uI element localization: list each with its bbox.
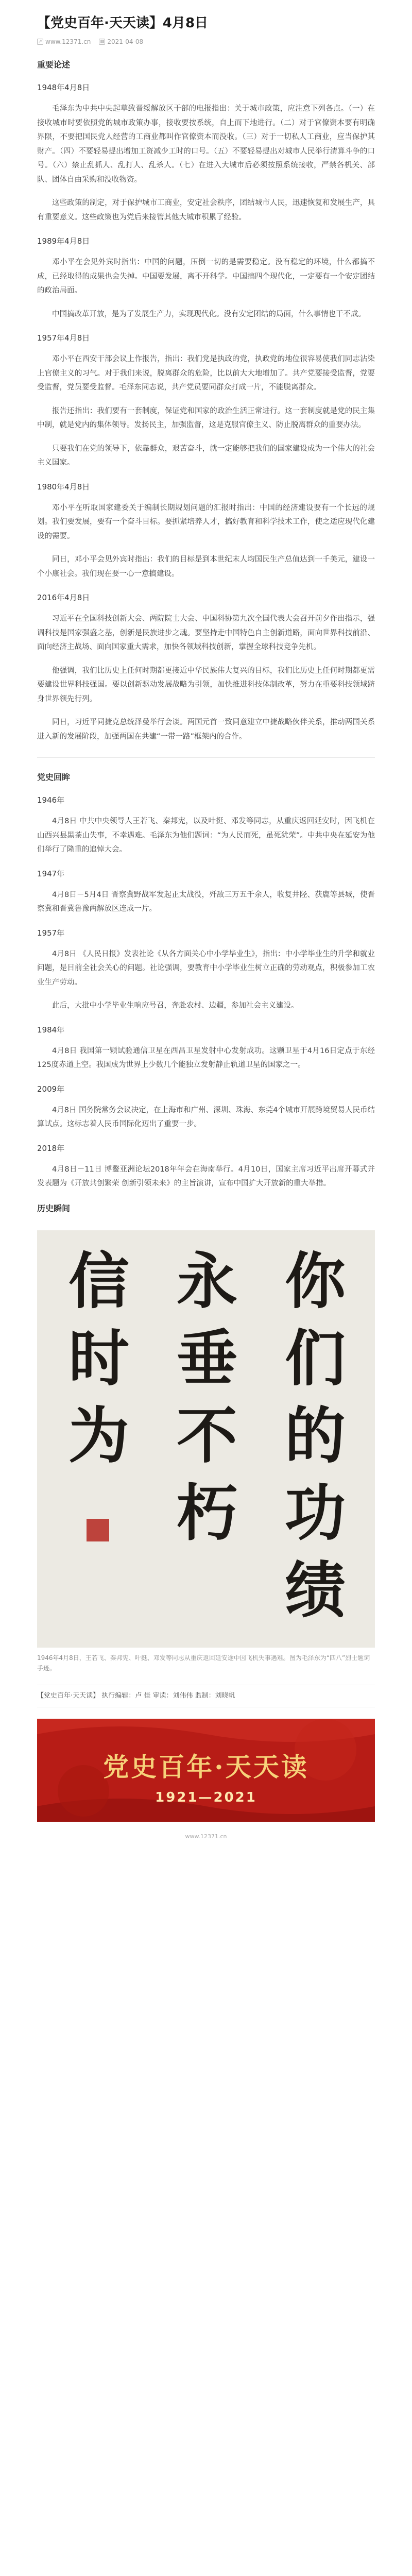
calligraphy-character: 时 bbox=[68, 1322, 130, 1394]
source-meta bbox=[37, 38, 91, 45]
article-date: 2021-04-08 bbox=[107, 38, 144, 45]
calligraphy-character: 信 bbox=[68, 1245, 130, 1317]
calligraphy-photo bbox=[37, 1230, 375, 1648]
calendar-icon: ▦ bbox=[100, 39, 105, 44]
calligraphy-character: 功 bbox=[284, 1477, 346, 1549]
calligraphy-character: 朽 bbox=[176, 1477, 238, 1549]
quote-paragraph: 他强调，我们比历史上任何时期都更接近中华民族伟大复兴的目标，我们比历史上任何时期都更需要建设世界科技强国。要以创新驱动发展战略为引领，加快推进科技体制改革，努力在重要科技领域跻身世界领先行列。 bbox=[37, 666, 375, 703]
history-date-label: 1984年 bbox=[37, 1025, 65, 1035]
history-date-label: 1957年 bbox=[37, 928, 65, 938]
quote-date-label: 1957年4月8日 bbox=[37, 333, 90, 343]
editor-credits: 【党史百年·天天读】 执行编辑：卢 佳 审读：刘伟伟 监制：刘晓帆 bbox=[37, 1685, 375, 1707]
history-paragraph: 4月8日－5月4日 晋察冀野战军发起正太战役，歼敌三万五千余人，收复井陉、获鹿等县城，使晋察冀和晋冀鲁豫两解放区连成一片。 bbox=[37, 890, 375, 913]
calligraphy-character: 永 bbox=[176, 1245, 238, 1317]
quote-date-label: 2016年4月8日 bbox=[37, 593, 90, 602]
quote-date-label: 1948年4月8日 bbox=[37, 83, 90, 92]
article-meta bbox=[37, 38, 375, 45]
history-list bbox=[37, 794, 375, 1191]
calligraphy-character: 的 bbox=[284, 1399, 346, 1471]
calligraphy-character: 为 bbox=[68, 1399, 130, 1471]
quote-section-heading: 重要论述 bbox=[37, 60, 71, 70]
section-divider bbox=[37, 757, 375, 758]
history-paragraph: 4月8日 中共中央领导人王若飞、秦邦宪，以及叶挺、邓发等同志，从重庆返回延安时，因飞机在山西兴县黑茶山失事，不幸遇难。毛泽东为他们题词：“为人民而死，虽死犹荣”。中共中央在延安为他们举行了隆重的追悼大会。 bbox=[37, 817, 375, 854]
link-icon: ↗ bbox=[37, 39, 43, 45]
quote-paragraph: 只要我们在党的领导下，依靠群众，艰苦奋斗，就一定能够把我们的国家建设成为一个伟大的社会主义国家。 bbox=[37, 444, 375, 467]
date-meta bbox=[99, 38, 143, 45]
quote-paragraph: 习近平在全国科技创新大会、两院院士大会、中国科协第九次全国代表大会召开前夕作出指示，强调科技是国家强盛之基，创新是民族进步之魂。要坚持走中国特色自主创新道路，面向世界科技前沿、面向经济主战场、面向国家重大需求，加快各领域科技创新，掌握全球科技竞争先机。 bbox=[37, 615, 375, 651]
history-date-label: 2018年 bbox=[37, 1143, 65, 1153]
quote-paragraph: 邓小平在西安干部会议上作报告，指出：我们党是执政的党，执政党的地位很容易使我们同志沾染上官僚主义的习气。对于我们来说，脱离群众的危险，比以前大大地增加了。共产党要接受监督，党要受监督，党员要受监督。毛泽东同志说，共产党员要同群众打成一片，不能脱离群众。 bbox=[37, 355, 375, 392]
quote-paragraph: 这些政策的制定，对于保护城市工商业，安定社会秩序，团结城市人民，迅速恢复和发展生产，具有重要意义。这些政策也为党后来接管其他大城市积累了经验。 bbox=[37, 199, 375, 222]
quote-paragraph: 邓小平在会见外宾时指出：中国的问题，压倒一切的是需要稳定。没有稳定的环境，什么都搞不成，已经取得的成果也会失掉。中国要发展，离不开科学。中国搞四个现代化，一定要有一个安定团结的政治局面。 bbox=[37, 258, 375, 295]
quote-paragraph: 同日，邓小平会见外宾时指出：我们的目标是到本世纪末人均国民生产总值达到一千美元，建设一个小康社会。我们现在要一心一意搞建设。 bbox=[37, 555, 375, 578]
calligraphy-character: 们 bbox=[284, 1322, 346, 1394]
history-paragraph: 4月8日 我国第一颗试验通信卫星在西昌卫星发射中心发射成功。这颗卫星于4月16日定点于东经125度赤道上空。我国成为世界上少数几个能独立发射静止轨道卫星的国家之一。 bbox=[37, 1046, 375, 1069]
banner-title: 党史百年·天天读 bbox=[103, 1751, 309, 1782]
quote-date-label: 1980年4月8日 bbox=[37, 482, 90, 492]
calligraphy-character: 不 bbox=[176, 1399, 238, 1471]
history-date-label: 1947年 bbox=[37, 869, 65, 878]
history-paragraph: 4月8日－11日 博鳌亚洲论坛2018年年会在海南举行。4月10日，国家主席习近平出席开幕式并发表题为《开放共创繁荣 创新引领未来》的主旨演讲，宣布中国扩大开放新的重大举措。 bbox=[37, 1165, 375, 1188]
history-paragraph: 4月8日 国务院常务会议决定，在上海市和广州、深圳、珠海、东莞4个城市开展跨境贸易人民币结算试点。这标志着人民币国际化迈出了重要一步。 bbox=[37, 1106, 375, 1128]
history-paragraph: 4月8日 《人民日报》发表社论《从各方面关心中小学毕业生》，指出：中小学毕业生的升学和就业问题，是目前全社会关心的问题。社论强调，要教育中小学毕业生树立正确的劳动观点，积极参加工农业生产劳动。 bbox=[37, 950, 375, 987]
calligraphy-character: 你 bbox=[284, 1245, 346, 1317]
history-section-heading: 党史回眸 bbox=[37, 772, 71, 782]
quote-paragraph: 毛泽东为中共中央起草致晋绥解放区干部的电报指出：关于城市政策，应注意下列各点。（一）在接收城市时要依照党的城市政策办事，接收要按系统，自上而下地进行。（二）对于官僚资本要有明确界限，不要把国民党人经营的工商业都叫作官僚资本而没收。（三）对于一切私人工商业，应当保护其财产。（四）不要轻易提出增加工资减少工时的口号。（五）不要轻易提出对城市人民举行清算斗争的口号。（六）禁止乱抓人、乱打人、乱杀人。（七）在进入大城市后必须按照系统接收，严禁各机关、部队、团体自由采购和没收物资。 bbox=[37, 105, 375, 184]
calligraphy-character: 垂 bbox=[176, 1322, 238, 1394]
history-date-label: 1946年 bbox=[37, 795, 65, 805]
quote-paragraph: 报告还指出：我们要有一套制度，保证党和国家的政治生活正常进行。这一套制度就是党的民主集中制，就是党内的集体领导。发扬民主，加强监督，这是克服官僚主义、防止脱离群众的重要办法。 bbox=[37, 406, 375, 429]
quote-date-label: 1989年4月8日 bbox=[37, 236, 90, 246]
calligraphy-inscription bbox=[37, 1230, 375, 1648]
history-paragraph: 此后，大批中小学毕业生响应号召，奔赴农村、边疆，参加社会主义建设。 bbox=[52, 1002, 299, 1010]
article-title: 【党史百年·天天读】4月8日 bbox=[37, 15, 209, 31]
photo-caption: 1946年4月8日，王若飞、秦邦宪、叶挺、邓发等同志从重庆返回延安途中因飞机失事遇难。图为毛泽东为“四八”烈士题词手迹。 bbox=[37, 1654, 370, 1672]
quote-paragraph: 同日，习近平同捷克总统泽曼举行会谈。两国元首一致同意建立中捷战略伙伴关系，推动两国关系进入新的发展阶段，加强两国在共建“一带一路”框架内的合作。 bbox=[37, 718, 375, 741]
banner-years: 1921—2021 bbox=[155, 1789, 257, 1805]
article-source[interactable]: www.12371.cn bbox=[45, 38, 91, 45]
image-section-heading: 历史瞬间 bbox=[37, 1203, 71, 1213]
calligraphy-character: 绩 bbox=[284, 1554, 346, 1626]
history-date-label: 2009年 bbox=[37, 1084, 65, 1094]
seal-stamp bbox=[87, 1519, 109, 1541]
quotes-list bbox=[37, 81, 375, 744]
page-footer: www.12371.cn bbox=[185, 1833, 227, 1840]
series-banner bbox=[37, 1719, 375, 1822]
quote-paragraph: 中国搞改革开放，是为了发展生产力，实现现代化。没有安定团结的局面，什么事情也干不成。 bbox=[52, 310, 366, 318]
quote-paragraph: 邓小平在听取国家建委关于编制长期规划问题的汇报时指出：中国的经济建设要有一个长远的规划。我们要发展，要有一个奋斗目标。要抓紧培养人才，搞好教育和科学技术工作，使之适应现代化建设的需要。 bbox=[37, 503, 375, 540]
